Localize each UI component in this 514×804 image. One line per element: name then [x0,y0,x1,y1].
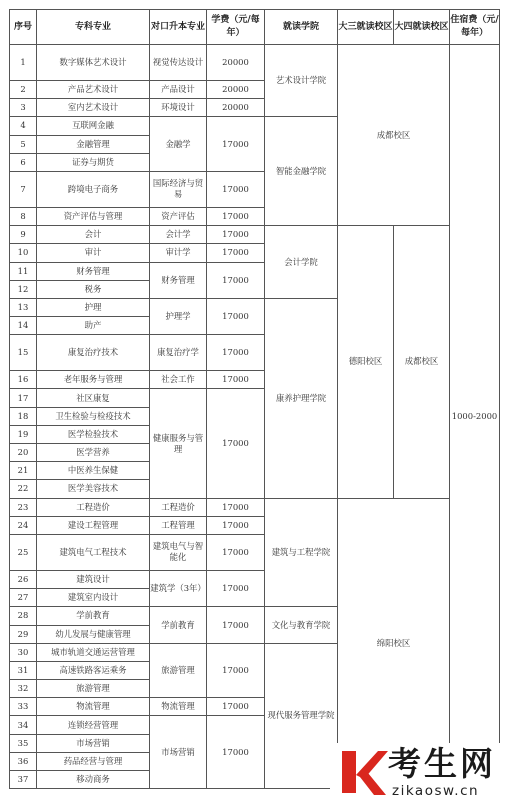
row-target-major: 学前教育 [150,607,207,643]
row-target-major: 财务管理 [150,262,207,298]
campus-chengdu: 成都校区 [338,45,450,226]
row-no: 29 [10,625,37,643]
row-target-major: 工程造价 [150,498,207,516]
row-no: 24 [10,516,37,534]
row-tuition: 17000 [207,117,265,172]
row-no: 20 [10,444,37,462]
row-no: 26 [10,570,37,588]
row-college: 艺术设计学院 [265,45,338,117]
row-tuition: 20000 [207,99,265,117]
row-major: 中医养生保健 [37,462,150,480]
row-no: 5 [10,135,37,153]
row-tuition: 17000 [207,570,265,606]
row-no: 37 [10,771,37,789]
row-tuition: 17000 [207,516,265,534]
row-major: 证券与期货 [37,153,150,171]
row-target-major: 物流管理 [150,698,207,716]
row-major: 市场营销 [37,734,150,752]
row-major: 建筑室内设计 [37,589,150,607]
row-major: 资产评估与管理 [37,207,150,225]
row-target-major: 视觉传达设计 [150,45,207,81]
row-major: 工程造价 [37,498,150,516]
row-tuition: 17000 [207,244,265,262]
row-target-major: 建筑学（3年） [150,570,207,606]
row-major: 建筑设计 [37,570,150,588]
row-major: 老年服务与管理 [37,371,150,389]
header-accommodation: 住宿费（元/每年） [450,10,500,45]
row-no: 33 [10,698,37,716]
row-no: 25 [10,534,37,570]
header-no: 序号 [10,10,37,45]
row-target-major: 工程管理 [150,516,207,534]
row-target-major: 康复治疗学 [150,335,207,371]
row-target-major: 市场营销 [150,716,207,789]
row-no: 28 [10,607,37,625]
header-row [10,10,500,45]
row-tuition: 17000 [207,498,265,516]
header-year3-campus: 大三就读校区 [338,10,394,45]
row-no: 32 [10,680,37,698]
row-target-major: 国际经济与贸易 [150,171,207,207]
kaoshengwang-logo-icon [338,745,388,799]
row-major: 会计 [37,226,150,244]
table-row [10,226,500,244]
row-major: 互联网金融 [37,117,150,135]
header-college: 就读学院 [265,10,338,45]
row-major: 金融管理 [37,135,150,153]
row-college: 现代服务管理学院 [265,643,338,789]
row-no: 35 [10,734,37,752]
row-college: 会计学院 [265,226,338,299]
row-no: 9 [10,226,37,244]
row-major: 移动商务 [37,771,150,789]
row-no: 1 [10,45,37,81]
row-target-major: 金融学 [150,117,207,172]
watermark-title: 考生网 [388,744,496,783]
row-no: 17 [10,389,37,407]
row-target-major: 健康服务与管理 [150,389,207,498]
row-college: 智能金融学院 [265,117,338,226]
row-tuition: 17000 [207,607,265,643]
row-tuition: 20000 [207,45,265,81]
row-target-major: 护理学 [150,298,207,334]
row-major: 医学检验技术 [37,425,150,443]
row-no: 30 [10,643,37,661]
row-no: 11 [10,262,37,280]
campus-deyang: 德阳校区 [338,226,394,498]
header-target-major: 对口升本专业 [150,10,207,45]
header-major: 专科专业 [37,10,150,45]
row-tuition: 17000 [207,335,265,371]
row-no: 19 [10,425,37,443]
row-major: 审计 [37,244,150,262]
row-target-major: 社会工作 [150,371,207,389]
header-tuition: 学费（元/每年） [207,10,265,45]
row-target-major: 建筑电气与智能化 [150,534,207,570]
row-tuition: 17000 [207,698,265,716]
row-no: 13 [10,298,37,316]
row-major: 产品艺术设计 [37,81,150,99]
row-no: 16 [10,371,37,389]
row-tuition: 20000 [207,81,265,99]
row-major: 助产 [37,317,150,335]
row-no: 2 [10,81,37,99]
row-major: 财务管理 [37,262,150,280]
row-major: 室内艺术设计 [37,99,150,117]
watermark-url: zikaosw.cn [392,783,480,799]
row-no: 23 [10,498,37,516]
row-no: 36 [10,752,37,770]
table-row [10,45,500,81]
row-major: 建筑电气工程技术 [37,534,150,570]
table-row [10,498,500,516]
row-target-major: 会计学 [150,226,207,244]
enrollment-table [9,9,500,789]
row-no: 12 [10,280,37,298]
row-tuition: 17000 [207,298,265,334]
row-major: 城市轨道交通运营管理 [37,643,150,661]
row-major: 社区康复 [37,389,150,407]
row-tuition: 17000 [207,389,265,498]
row-college: 建筑与工程学院 [265,498,338,607]
row-target-major: 旅游管理 [150,643,207,698]
row-no: 3 [10,99,37,117]
row-no: 15 [10,335,37,371]
row-target-major: 产品设计 [150,81,207,99]
campus-mianyang: 绵阳校区 [338,498,450,789]
row-tuition: 17000 [207,207,265,225]
row-no: 18 [10,407,37,425]
row-no: 22 [10,480,37,498]
row-tuition: 17000 [207,371,265,389]
row-no: 10 [10,244,37,262]
row-major: 高速铁路客运乘务 [37,661,150,679]
row-major: 数字媒体艺术设计 [37,45,150,81]
row-major: 药品经营与管理 [37,752,150,770]
watermark [330,743,514,804]
row-major: 物流管理 [37,698,150,716]
row-tuition: 17000 [207,716,265,789]
row-major: 康复治疗技术 [37,335,150,371]
row-target-major: 审计学 [150,244,207,262]
row-target-major: 资产评估 [150,207,207,225]
row-major: 护理 [37,298,150,316]
enrollment-table-container [9,9,499,789]
campus-chengdu-year4: 成都校区 [394,226,450,498]
row-no: 34 [10,716,37,734]
row-no: 8 [10,207,37,225]
row-no: 7 [10,171,37,207]
row-no: 4 [10,117,37,135]
row-tuition: 17000 [207,534,265,570]
row-tuition: 17000 [207,262,265,298]
row-major: 建设工程管理 [37,516,150,534]
row-college: 文化与教育学院 [265,607,338,643]
row-major: 旅游管理 [37,680,150,698]
row-no: 21 [10,462,37,480]
row-no: 27 [10,589,37,607]
row-tuition: 17000 [207,643,265,698]
row-no: 6 [10,153,37,171]
row-major: 跨境电子商务 [37,171,150,207]
row-major: 税务 [37,280,150,298]
header-year4-campus: 大四就读校区 [394,10,450,45]
row-major: 学前教育 [37,607,150,625]
row-major: 医学营养 [37,444,150,462]
row-no: 31 [10,661,37,679]
row-tuition: 17000 [207,226,265,244]
accommodation-fee: 1000-2000 [450,45,500,789]
row-major: 医学美容技术 [37,480,150,498]
row-major: 连锁经营管理 [37,716,150,734]
row-no: 14 [10,317,37,335]
row-target-major: 环境设计 [150,99,207,117]
row-college: 康养护理学院 [265,298,338,498]
row-major: 卫生检验与检疫技术 [37,407,150,425]
row-major: 幼儿发展与健康管理 [37,625,150,643]
row-tuition: 17000 [207,171,265,207]
